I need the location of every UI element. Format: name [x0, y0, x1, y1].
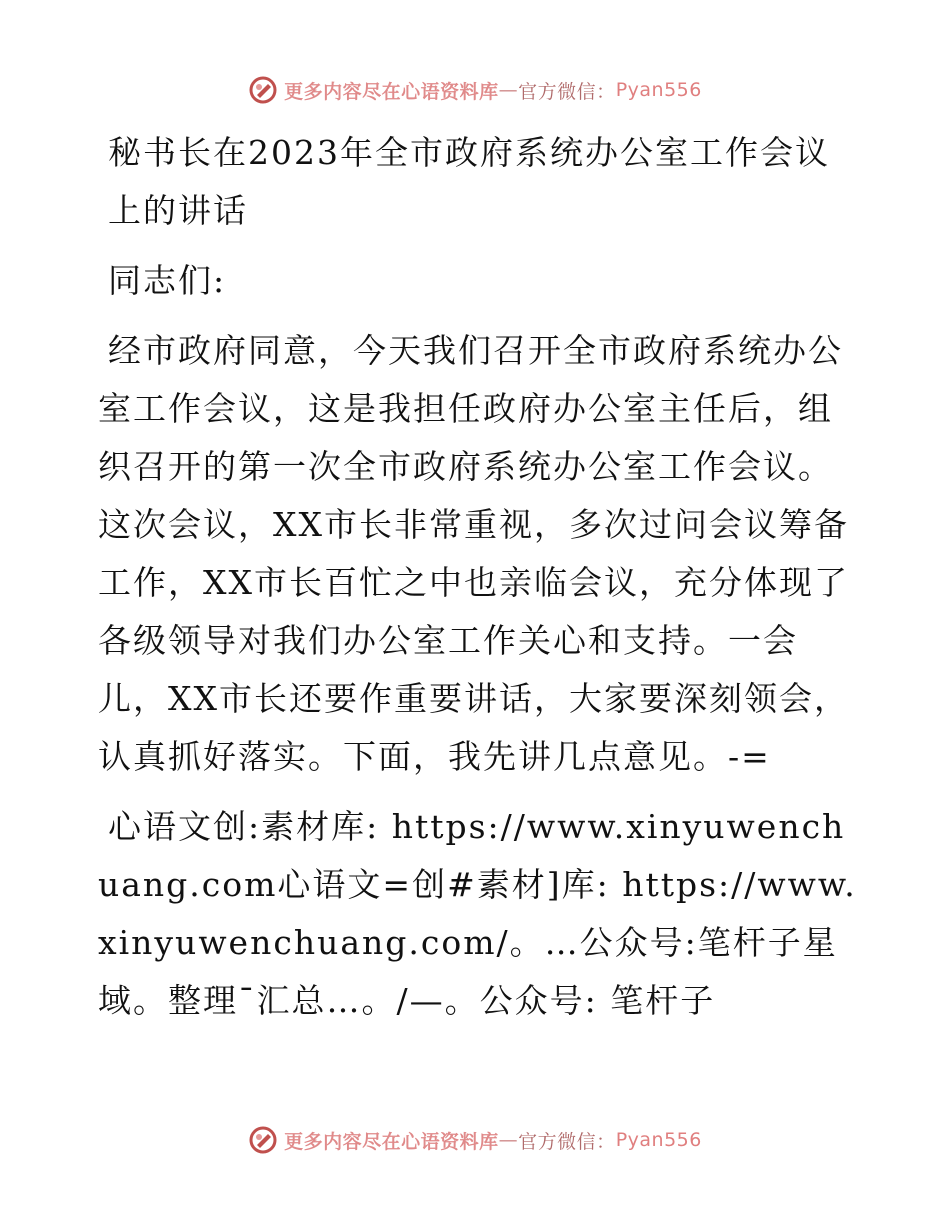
banner-main-text: 更多内容尽在心语资料库: [284, 1130, 499, 1153]
logo-icon: [248, 75, 278, 105]
paragraph-source: 心语文创:素材库: https://www.xinyuwenchuang.com心语文=创#素材]库: https://www.xinyuwenchuang.com/。…公众号:笔杆子星域。整理¯汇总…。/—。公众号: 笔杆子: [98, 807, 857, 1020]
logo-icon: [248, 1125, 278, 1155]
banner-dash: —: [498, 79, 519, 101]
greeting: 同志们:: [108, 261, 227, 300]
document-title: 秘书长在2023年全市政府系统办公室工作会议上的讲话: [108, 133, 830, 230]
banner-wechat-label: 官方微信：: [518, 80, 616, 103]
document-body: [98, 124, 858, 1042]
banner-wechat-id: Pyan556: [615, 1129, 702, 1151]
header-banner: [0, 70, 950, 110]
banner-wechat-id: Pyan556: [615, 79, 702, 101]
paragraph-intro-mark: -=: [728, 737, 771, 776]
paragraph-intro: [98, 322, 858, 786]
banner-dash: —: [498, 1129, 519, 1151]
banner-wechat-label: 官方微信：: [518, 1130, 616, 1153]
paragraph-intro-text: 经市政府同意，今天我们召开全市政府系统办公室工作会议，这是我担任政府办公室主任后，组织召开的第一次全市政府系统办公室工作会议。这次会议，XX市长非常重视，多次过问会议筹备工作，XX市长百忙之中也亲临会议，充分体现了各级领导对我们办公室工作关心和支持。一会儿，XX市长还要作重要讲话，大家要深刻领会，认真抓好落实。下面，我先讲几点意见。: [98, 331, 849, 776]
banner-main-text: 更多内容尽在心语资料库: [284, 80, 499, 103]
footer-banner: [0, 1120, 950, 1160]
